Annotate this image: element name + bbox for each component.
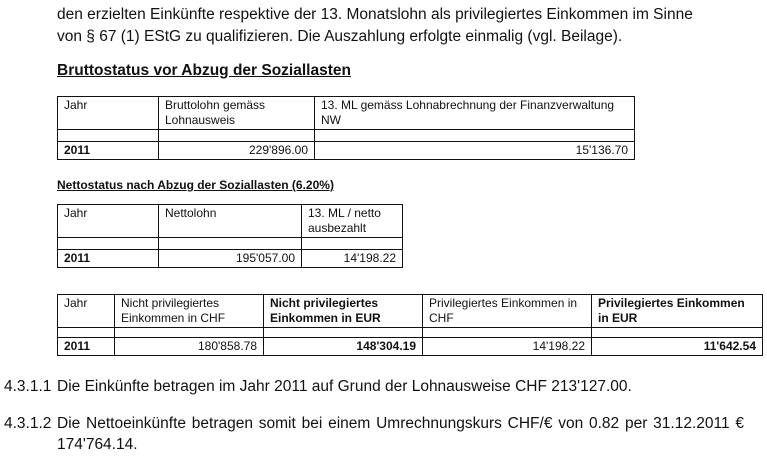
priv-col-nonpriv-eur: Nicht privilegiertes Einkommen in EUR [264, 295, 423, 328]
netto-col-net: Nettolohn [159, 205, 302, 238]
priv-col-priv-eur: Privilegiertes Einkommen in EUR [592, 295, 763, 328]
section-4-3-1-2 [4, 413, 744, 455]
priv-col-nonpriv-chf: Nicht privilegiertes Einkommen in CHF [115, 295, 264, 328]
netto-col-13ml: 13. ML / netto ausbezahlt [302, 205, 403, 238]
brutto-col-year: Jahr [58, 97, 159, 130]
intro-paragraph [57, 4, 757, 48]
netto-value-13ml: 14'198.22 [302, 250, 403, 268]
brutto-value-gross: 229'896.00 [159, 142, 315, 160]
brutto-year: 2011 [58, 142, 159, 160]
brutto-col-gross: Bruttolohn gemäss Lohnausweis [159, 97, 315, 130]
netto-year: 2011 [58, 250, 159, 268]
priv-value-nonpriv-chf: 180'858.78 [115, 338, 264, 356]
brutto-col-13ml: 13. ML gemäss Lohnabrechnung der Finanzverwaltung NW [315, 97, 635, 130]
privileged-table [57, 294, 763, 356]
intro-line-1: den erzielten Einkünfte respektive der 13. Monatslohn als privilegiertes Einkommen im Sinne [57, 6, 693, 23]
priv-year: 2011 [58, 338, 115, 356]
priv-col-priv-chf: Privilegiertes Einkommen in CHF [423, 295, 592, 328]
netto-col-year: Jahr [58, 205, 159, 238]
section-text: Die Nettoeinkünfte betragen somit bei einem Umrechnungskurs CHF/€ von 0.82 per 31.12.2011 € 174'764.14. [57, 415, 744, 453]
section-text: Die Einkünfte betragen im Jahr 2011 auf Grund der Lohnausweise CHF 213'127.00. [57, 378, 632, 395]
brutto-value-13ml: 15'136.70 [315, 142, 635, 160]
section-number: 4.3.1.2 [4, 415, 52, 432]
intro-line-2: von § 67 (1) EStG zu qualifizieren. Die Auszahlung erfolgte einmalig (vgl. Beilage). [57, 28, 623, 45]
priv-value-priv-eur: 11'642.54 [592, 338, 763, 356]
section-4-3-1-1 [4, 376, 632, 397]
section-number: 4.3.1.1 [4, 378, 52, 395]
brutto-table [57, 96, 635, 160]
netto-value-net: 195'057.00 [159, 250, 302, 268]
netto-heading: Nettostatus nach Abzug der Soziallasten (6.20%) [57, 178, 334, 192]
netto-table [57, 204, 403, 268]
priv-value-nonpriv-eur: 148'304.19 [264, 338, 423, 356]
priv-col-year: Jahr [58, 295, 115, 328]
priv-value-priv-chf: 14'198.22 [423, 338, 592, 356]
brutto-heading: Bruttostatus vor Abzug der Soziallasten [57, 62, 351, 79]
